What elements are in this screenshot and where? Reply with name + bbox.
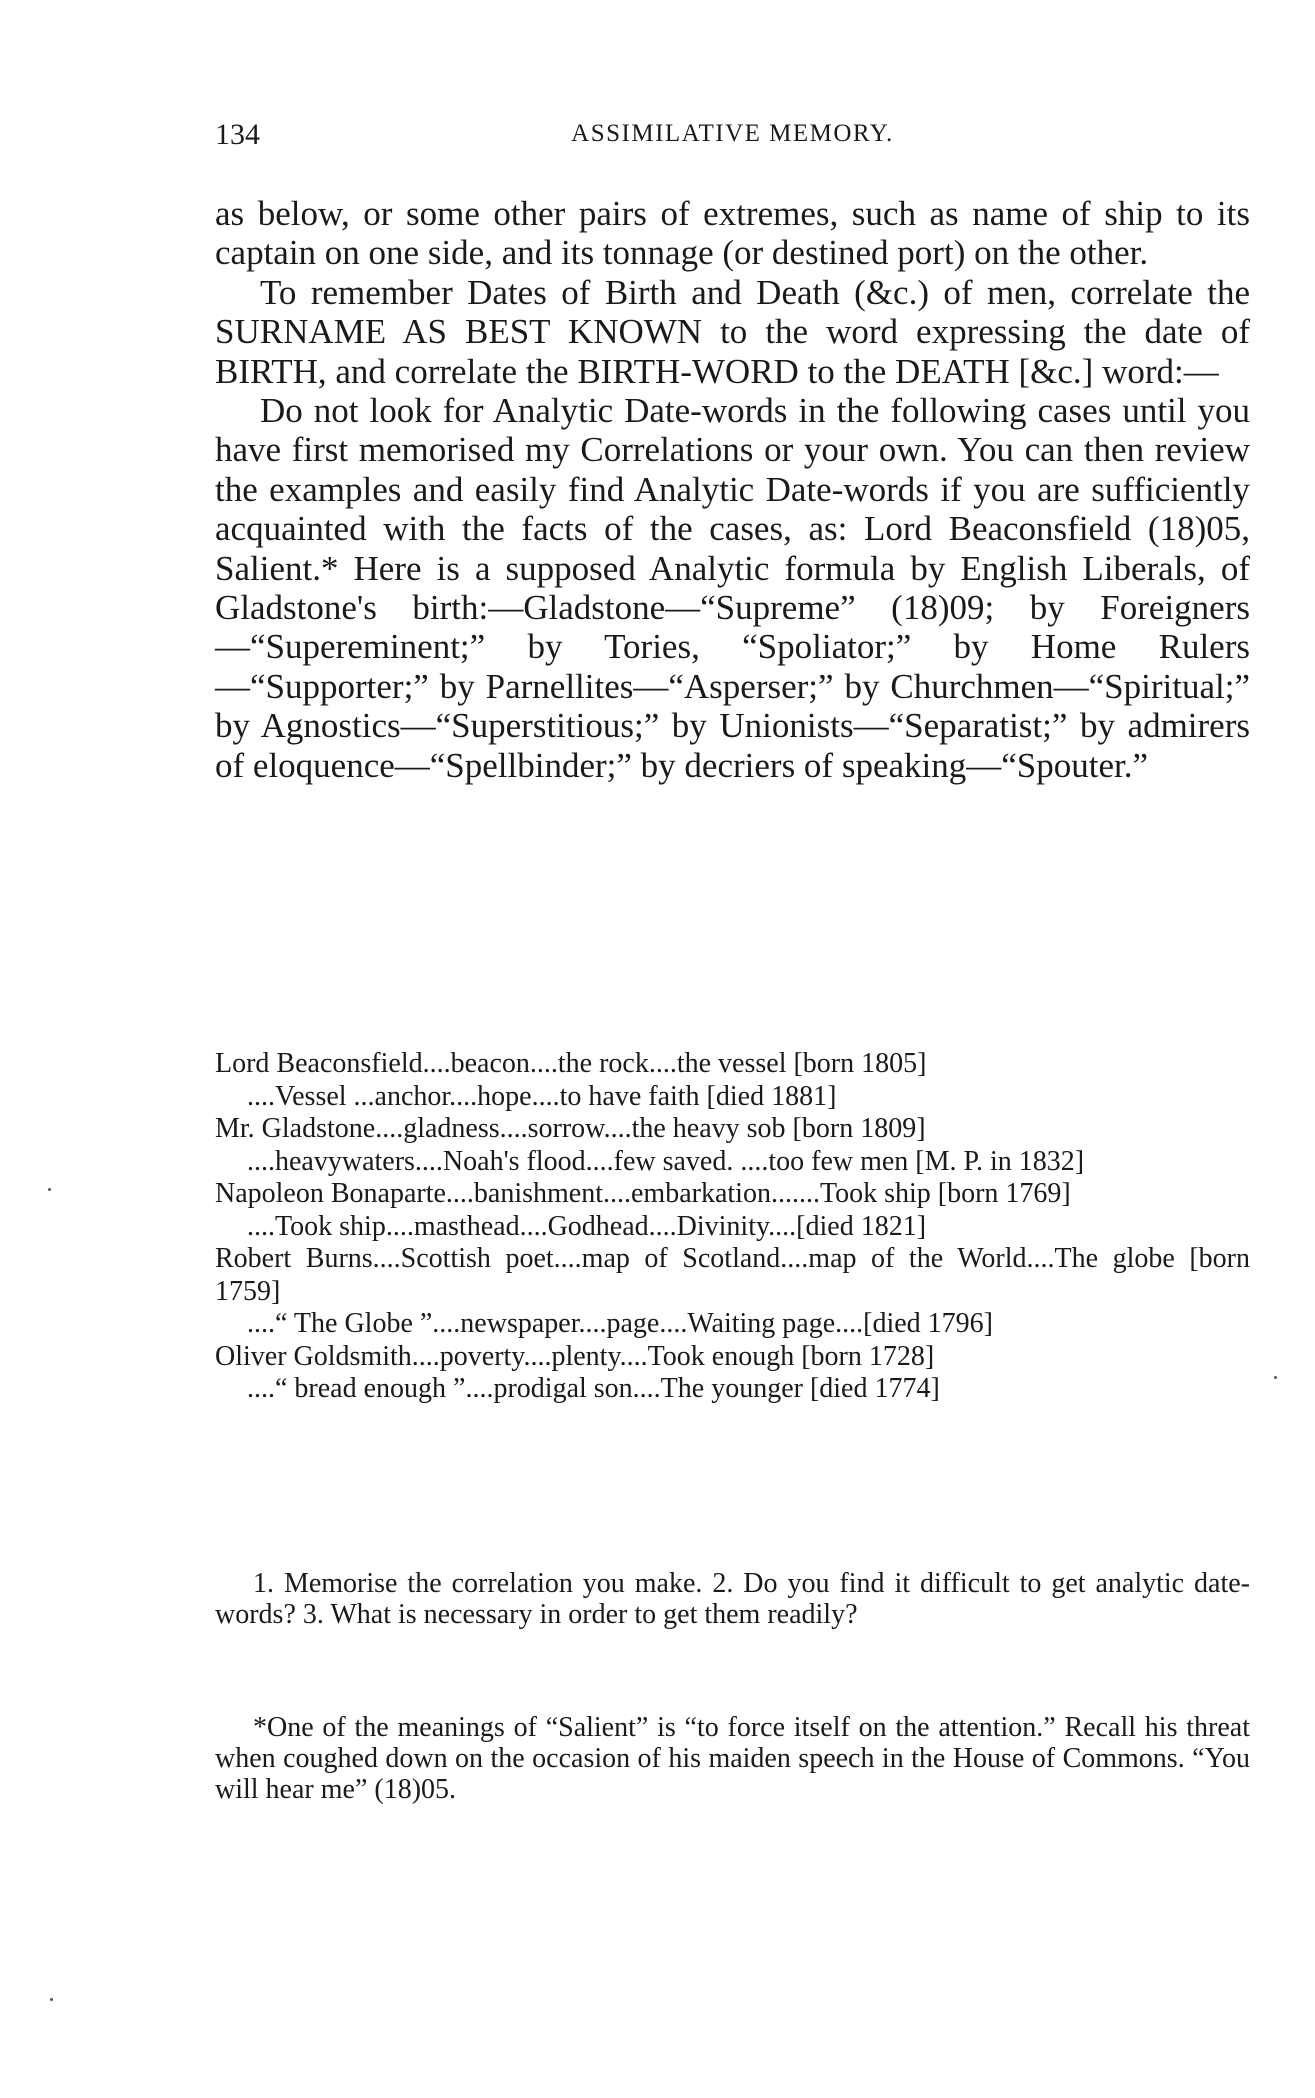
review-questions bbox=[215, 1568, 1250, 1630]
correlation-list bbox=[215, 1048, 1250, 1406]
footnote bbox=[215, 1712, 1250, 1805]
footnote-text: *One of the meanings of “Salient” is “to force itself on the attention.” Recall his threat when coughed down on the occasion of his maiden speech in the House of Commons. “You will hear me” (18)05. bbox=[215, 1712, 1250, 1805]
paper-speck bbox=[50, 1998, 53, 2001]
paragraph-continuation: as below, or some other pairs of extremes, such as name of ship to its captain on one side, and its tonnage (or destined port) on the other. bbox=[215, 194, 1250, 273]
correlation-line: Mr. Gladstone....gladness....sorrow....the heavy sob [born 1809] bbox=[215, 1113, 926, 1144]
correlation-line: ....Took ship....masthead....Godhead....Divinity....[died 1821] bbox=[247, 1210, 927, 1242]
paper-speck bbox=[1274, 1376, 1277, 1379]
questions-text: 1. Memorise the correlation you make. 2. Do you find it difficult to get analytic date-words? 3. What is necessary in order to get them readily? bbox=[215, 1568, 1250, 1630]
correlation-line: Lord Beaconsfield....beacon....the rock....the vessel [born 1805] bbox=[215, 1048, 927, 1079]
correlation-line: ....“ bread enough ”....prodigal son....The younger [died 1774] bbox=[247, 1373, 940, 1404]
page-header bbox=[215, 118, 1250, 158]
correlation-line: ....heavywaters....Noah's flood....few saved. ....too few men [M. P. in 1832] bbox=[247, 1145, 1085, 1177]
correlation-line: ....“ The Globe ”....newspaper....page....Waiting page....[died 1796] bbox=[247, 1308, 994, 1339]
page-number: 134 bbox=[215, 118, 260, 151]
paragraph-dates-instruction: To remember Dates of Birth and Death (&c.) of men, correlate the SURNAME AS BEST KNOWN to the word expressing the date of BIRTH, and correlate the BIRTH-WORD to the DEATH [&c.] word:— bbox=[215, 272, 1250, 391]
correlation-line: ....Vessel ...anchor....hope....to have faith [died 1881] bbox=[247, 1080, 837, 1112]
paper-speck bbox=[48, 1188, 51, 1191]
correlation-line: Oliver Goldsmith....poverty....plenty....Took enough [born 1728] bbox=[215, 1340, 935, 1372]
correlation-line: Napoleon Bonaparte....banishment....embarkation.......Took ship [born 1769] bbox=[215, 1178, 1071, 1209]
paragraph-analytic-date-words: Do not look for Analytic Date-words in the following cases until you have first memorised my Correlations or your own. You can then review the examples and easily find Analytic Date-words if you are sufficiently acquainted with the facts of the cases, as: Lord Beaconsfield (18)05, Salient.* Here is a supposed Analytic formula by English Liberals, of Gladstone's birth:—Gladstone—“Supreme” (18)09; by Foreigners—“Supereminent;” by Tories, “Spoliator;” by Home Rulers—“Supporter;” by Parnellites—“Asperser;” by Churchmen—“Spiritual;” by Agnostics—“Superstitious;” by Unionists—“Separatist;” by admirers of eloquence—“Spellbinder;” by decriers of speaking—“Spouter.” bbox=[215, 391, 1250, 785]
correlation-line: Robert Burns....Scottish poet....map of Scotland....map of the World....The globe [born 1759] bbox=[215, 1243, 1250, 1307]
running-title: ASSIMILATIVE MEMORY. bbox=[571, 120, 894, 147]
body-text bbox=[215, 194, 1250, 785]
